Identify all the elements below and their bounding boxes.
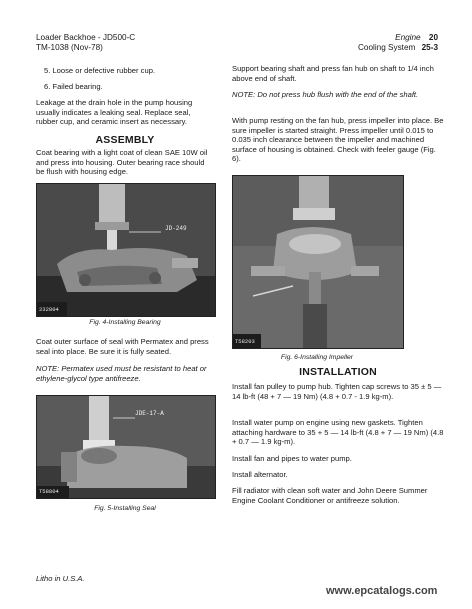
fig6-illustration: [233, 176, 403, 348]
fig5-photo-id: T58804: [39, 488, 59, 495]
list-item-5: 5. Loose or defective rubber cup.: [44, 66, 156, 75]
support-paragraph: Support bearing shaft and press fan hub on shaft to 1/4 inch above end of shaft.: [232, 64, 434, 83]
install-step-alternator: Install alternator.: [232, 470, 288, 479]
fig6-caption: Fig. 6-Installing Impeller: [280, 354, 354, 361]
install-step-fan-pipes: Install fan and pipes to water pump.: [232, 454, 352, 463]
leakage-paragraph: Leakage at the drain hole in the pump housing usually indicates a leaking seal. Replace seal, rubber cup, and ceramic insert as necessary.: [36, 98, 193, 127]
install-step-fan-pulley: Install fan pulley to pump hub. Tighten cap screws to 35 ± 5 — 14 lb-ft (48 + 7 — 19 Nm) (4.8 + 0.7 - 1.9 kg-m).: [232, 382, 442, 401]
fig5-caption: Fig. 5-Installing Seal: [94, 505, 156, 512]
fig4-photo: [36, 183, 216, 317]
assembly-paragraph: Coat bearing with a light coat of clean SAE 10W oil and press into housing. Outer bearing race should be flush with housing edge.: [36, 148, 208, 177]
fig6-photo-id: T58203: [235, 338, 255, 345]
header-manual-number: TM-1038 (Nov-78): [36, 43, 103, 52]
fig4-photo-id: 232804: [39, 306, 59, 313]
permatex-note: NOTE: Permatex used must be resistant to heat or ethylene-glycol type antifreeze.: [36, 364, 207, 383]
header-section: [376, 33, 438, 43]
install-step-water-pump: Install water pump on engine using new gaskets. Tighten attaching hardware to 35 + 5 — 14 lb-ft (4.8 + 7 — 19 Nm) (4.8 + 0.7 — 1.9 kg-m).: [232, 418, 444, 447]
header-subsection-label: Cooling System: [357, 43, 416, 52]
fig4-caption: Fig. 4-Installing Bearing: [89, 319, 161, 326]
coat-paragraph: Coat outer surface of seal with Permatex and press seal into place. Be sure it is fully seated.: [36, 337, 209, 356]
fig4-tool-label: JD-249: [165, 225, 187, 232]
header-manual-title: Loader Backhoe - JD500-C: [36, 33, 136, 42]
fig5-photo: [36, 395, 216, 499]
fig5-tool-label: JDE-17-A: [135, 410, 164, 417]
fig4-illustration: [37, 184, 215, 316]
fig6-photo: [232, 175, 404, 349]
litho-footer: Litho in U.S.A.: [36, 574, 85, 583]
header-section-label: Engine: [395, 33, 421, 42]
header-section-number: 20: [428, 33, 438, 42]
list-item-6: 6. Failed bearing.: [44, 82, 103, 91]
fig5-illustration: [37, 396, 215, 498]
header-subsection: [300, 43, 438, 53]
installation-heading: INSTALLATION: [299, 366, 377, 378]
website-watermark[interactable]: www.epcatalogs.com: [326, 585, 438, 597]
header-page-number: 25-3: [421, 43, 438, 52]
install-step-fill-radiator: Fill radiator with clean soft water and John Deere Summer Engine Coolant Conditioner or antifreeze solution.: [232, 486, 428, 505]
hub-note: NOTE: Do not press hub flush with the end of the shaft.: [232, 90, 419, 99]
impeller-paragraph: With pump resting on the fan hub, press impeller into place. Be sure impeller is started straight. Press impeller until 0.015 to 0.035 inch clearance between the impeller and machined surface of housing is obtained. Check with feeler gauge (Fig. 6).: [232, 116, 444, 164]
assembly-heading: ASSEMBLY: [95, 134, 155, 146]
